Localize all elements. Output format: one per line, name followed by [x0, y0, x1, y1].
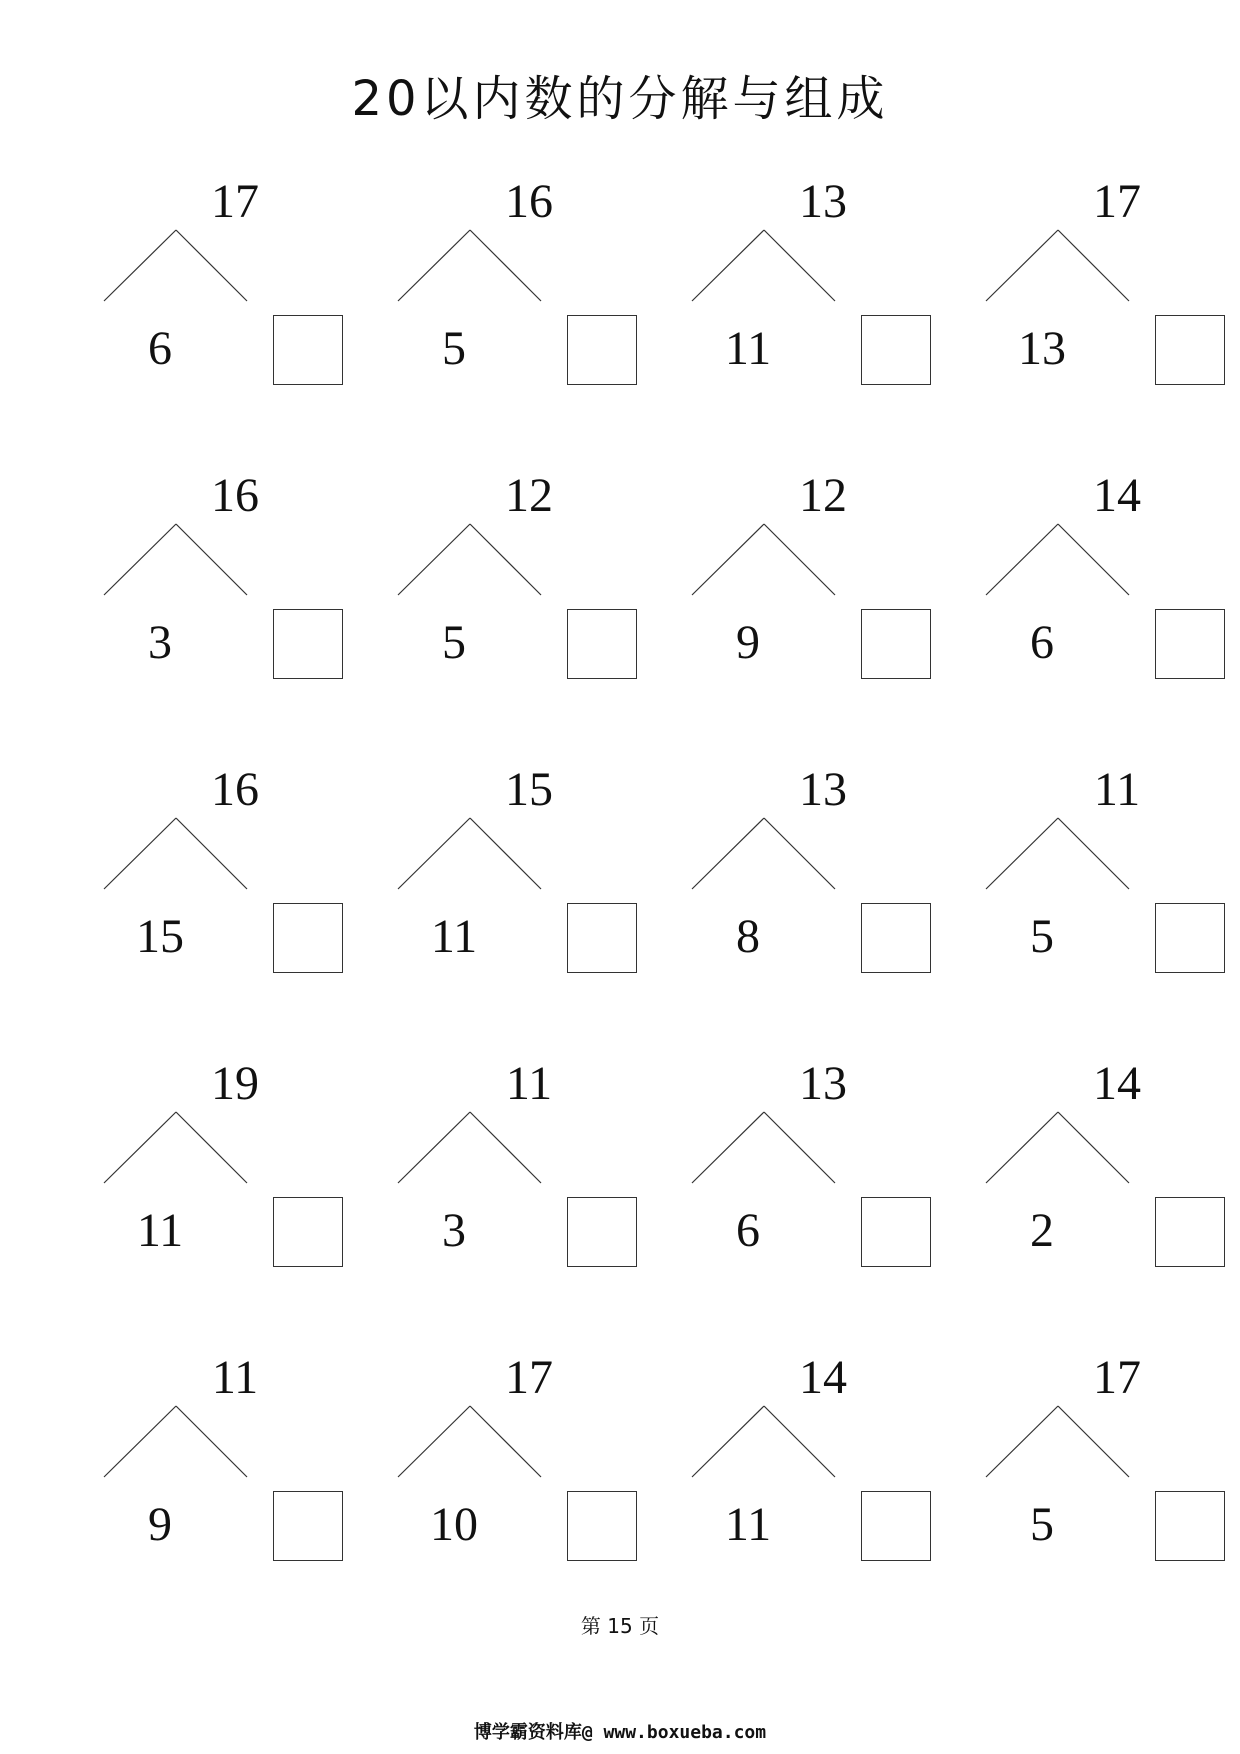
answer-box[interactable] — [861, 1491, 931, 1561]
right-branch-line — [470, 524, 541, 595]
total-number: 16 — [505, 175, 553, 228]
number-bond-problem — [647, 160, 947, 390]
total-number: 13 — [799, 763, 847, 816]
number-bond-problem — [353, 748, 653, 978]
number-bond-problem — [941, 454, 1240, 684]
known-part-number: 5 — [442, 616, 466, 669]
left-branch-line — [398, 1406, 470, 1477]
answer-box[interactable] — [861, 609, 931, 679]
known-part-number: 11 — [430, 910, 478, 963]
left-branch-line — [986, 524, 1058, 595]
total-number: 11 — [211, 1351, 259, 1404]
page-number: 第 15 页 — [580, 1614, 660, 1638]
left-branch-line — [104, 1112, 176, 1183]
right-branch-line — [764, 524, 835, 595]
answer-box[interactable] — [861, 903, 931, 973]
answer-box[interactable] — [1155, 1197, 1225, 1267]
total-number: 19 — [211, 1057, 259, 1110]
left-branch-line — [692, 230, 764, 301]
number-bond-problem — [941, 1336, 1240, 1566]
known-part-number: 15 — [136, 910, 184, 963]
answer-box[interactable] — [1155, 903, 1225, 973]
number-bond-problem — [647, 748, 947, 978]
number-bond-problem — [59, 1336, 359, 1566]
left-branch-line — [692, 524, 764, 595]
left-branch-line — [398, 1112, 470, 1183]
right-branch-line — [176, 1112, 247, 1183]
known-part-number: 6 — [148, 322, 172, 375]
known-part-number: 11 — [724, 1498, 772, 1551]
known-part-number: 9 — [736, 616, 760, 669]
number-bond-problem — [647, 1042, 947, 1272]
total-number: 15 — [505, 763, 553, 816]
right-branch-line — [176, 230, 247, 301]
right-branch-line — [1058, 818, 1129, 889]
answer-box[interactable] — [273, 315, 343, 385]
answer-box[interactable] — [567, 1197, 637, 1267]
left-branch-line — [398, 230, 470, 301]
right-branch-line — [1058, 524, 1129, 595]
answer-box[interactable] — [567, 903, 637, 973]
number-bond-problem — [59, 748, 359, 978]
left-branch-line — [398, 818, 470, 889]
number-bond-problem — [941, 1042, 1240, 1272]
right-branch-line — [1058, 1406, 1129, 1477]
answer-box[interactable] — [1155, 1491, 1225, 1561]
left-branch-line — [692, 1406, 764, 1477]
answer-box[interactable] — [1155, 315, 1225, 385]
page-title: 20以内数的分解与组成 — [351, 71, 889, 127]
total-number: 17 — [1093, 175, 1141, 228]
right-branch-line — [764, 1112, 835, 1183]
left-branch-line — [104, 524, 176, 595]
total-number: 13 — [799, 1057, 847, 1110]
right-branch-line — [764, 818, 835, 889]
left-branch-line — [692, 1112, 764, 1183]
number-bond-problem — [353, 454, 653, 684]
answer-box[interactable] — [1155, 609, 1225, 679]
number-bond-problem — [353, 160, 653, 390]
right-branch-line — [1058, 230, 1129, 301]
known-part-number: 3 — [148, 616, 172, 669]
right-branch-line — [470, 1406, 541, 1477]
right-branch-line — [470, 818, 541, 889]
total-number: 14 — [799, 1351, 847, 1404]
known-part-number: 11 — [724, 322, 772, 375]
total-number: 13 — [799, 175, 847, 228]
left-branch-line — [986, 230, 1058, 301]
known-part-number: 11 — [136, 1204, 184, 1257]
number-bond-problem — [941, 160, 1240, 390]
number-bond-problem — [59, 454, 359, 684]
answer-box[interactable] — [273, 1197, 343, 1267]
number-bond-problem — [647, 454, 947, 684]
answer-box[interactable] — [861, 1197, 931, 1267]
known-part-number: 3 — [442, 1204, 466, 1257]
number-bond-problem — [353, 1336, 653, 1566]
right-branch-line — [764, 230, 835, 301]
right-branch-line — [470, 230, 541, 301]
known-part-number: 8 — [736, 910, 760, 963]
known-part-number: 2 — [1030, 1204, 1054, 1257]
total-number: 17 — [1093, 1351, 1141, 1404]
known-part-number: 9 — [148, 1498, 172, 1551]
left-branch-line — [986, 1406, 1058, 1477]
total-number: 14 — [1093, 1057, 1141, 1110]
left-branch-line — [104, 818, 176, 889]
total-number: 12 — [799, 469, 847, 522]
total-number: 11 — [505, 1057, 553, 1110]
right-branch-line — [176, 524, 247, 595]
answer-box[interactable] — [273, 1491, 343, 1561]
left-branch-line — [104, 1406, 176, 1477]
answer-box[interactable] — [273, 903, 343, 973]
right-branch-line — [470, 1112, 541, 1183]
answer-box[interactable] — [567, 1491, 637, 1561]
number-bond-problem — [353, 1042, 653, 1272]
right-branch-line — [1058, 1112, 1129, 1183]
known-part-number: 6 — [736, 1204, 760, 1257]
total-number: 17 — [211, 175, 259, 228]
right-branch-line — [176, 1406, 247, 1477]
number-bond-problem — [59, 1042, 359, 1272]
answer-box[interactable] — [861, 315, 931, 385]
left-branch-line — [104, 230, 176, 301]
answer-box[interactable] — [273, 609, 343, 679]
known-part-number: 13 — [1018, 322, 1066, 375]
left-branch-line — [692, 818, 764, 889]
right-branch-line — [764, 1406, 835, 1477]
known-part-number: 10 — [430, 1498, 478, 1551]
number-bond-problem — [647, 1336, 947, 1566]
known-part-number: 5 — [442, 322, 466, 375]
left-branch-line — [986, 818, 1058, 889]
known-part-number: 5 — [1030, 910, 1054, 963]
total-number: 12 — [505, 469, 553, 522]
total-number: 14 — [1093, 469, 1141, 522]
known-part-number: 6 — [1030, 616, 1054, 669]
left-branch-line — [986, 1112, 1058, 1183]
total-number: 11 — [1093, 763, 1141, 816]
right-branch-line — [176, 818, 247, 889]
number-bond-problem — [59, 160, 359, 390]
known-part-number: 5 — [1030, 1498, 1054, 1551]
answer-box[interactable] — [567, 609, 637, 679]
answer-box[interactable] — [567, 315, 637, 385]
left-branch-line — [398, 524, 470, 595]
watermark: 博学霸资料库@ www.boxueba.com — [473, 1722, 767, 1743]
total-number: 17 — [505, 1351, 553, 1404]
total-number: 16 — [211, 763, 259, 816]
total-number: 16 — [211, 469, 259, 522]
number-bond-problem — [941, 748, 1240, 978]
